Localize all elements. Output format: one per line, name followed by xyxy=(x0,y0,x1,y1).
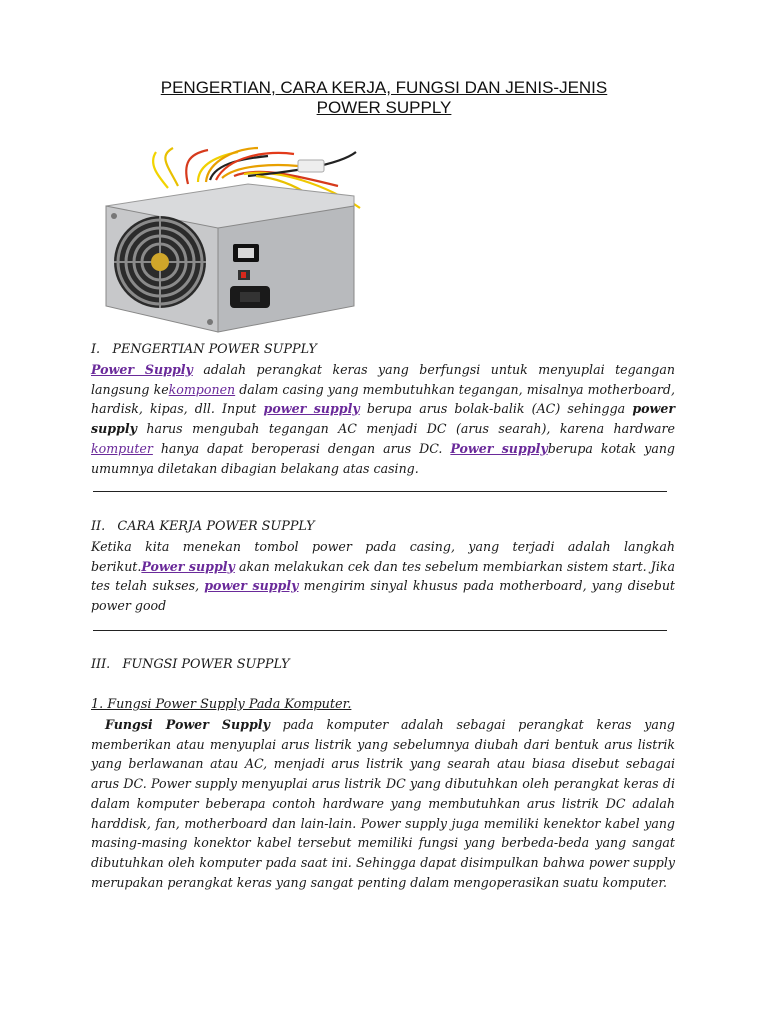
paragraph-cara-kerja xyxy=(91,537,675,616)
divider xyxy=(93,491,667,492)
text-run: dalam casing yang membutuhkan tegangan, misalnya motherboard, hardisk, kipas, dll. Input xyxy=(91,381,675,417)
link-komponen[interactable]: komponen xyxy=(168,381,236,397)
bold-power-supply: power supply xyxy=(91,401,676,437)
text-run: pada komputer adalah sebagai perangkat keras yang memberikan atau menyuplai arus listrik yang sebelumnya diubah dari bentuk arus listrik yang berlawanan atau AC, menjadi arus listrik yang searah atau biasa disebut sebagai arus DC. Power supply menyuplai arus listrik DC yang dibutuhkan oleh perangkat keras di dalam komputer beberapa contoh hardware yang membutuhkan arus listrik DC adalah harddisk, fan, motherboard dan lain-lain. Power supply juga memiliki kenektor kabel yang masing-masing konektor kabel tersebut memiliki fungsi yang berbeda-beda yang sangat dibutuhkan oleh komputer pada saat ini. Sehingga dapat disimpulkan bahwa power supply merupakan perangkat keras yang sangat penting dalam mengoperasikan suatu komputer. xyxy=(91,717,675,890)
section-heading-1 xyxy=(91,340,675,360)
link-power-supply[interactable]: Power Supply xyxy=(91,362,193,377)
bold-fungsi-power-supply: Fungsi Power Supply xyxy=(105,717,270,732)
section-heading-3 xyxy=(91,655,675,675)
section-fungsi xyxy=(91,655,675,892)
text-run: mengirim sinyal khusus pada motherboard, yang disebut power good xyxy=(91,578,675,614)
heading-text: FUNGSI POWER SUPPLY xyxy=(122,657,290,672)
text-run: berupa arus bolak-balik (AC) sehingga xyxy=(359,401,633,417)
text-run: hanya dapat beroperasi dengan arus DC. xyxy=(152,440,451,456)
heading-text: PENGERTIAN POWER SUPPLY xyxy=(112,342,317,357)
page-title xyxy=(90,78,678,118)
link-power-supply[interactable]: Power supply xyxy=(141,558,235,574)
heading-text: CARA KERJA POWER SUPPLY xyxy=(117,519,315,534)
paragraph-fungsi xyxy=(91,715,675,892)
section-cara-kerja xyxy=(91,517,675,616)
text-run: berupa kotak yang umumnya diletakan dibagian belakang atas casing. xyxy=(91,440,675,476)
divider xyxy=(93,630,667,631)
text-run: harus mengubah tegangan AC menjadi DC (arus searah), karena hardware xyxy=(136,421,675,437)
text-run: akan melakukan cek dan tes sebelum membiarkan sistem start. Jika tes telah sukses, xyxy=(91,558,675,594)
power-supply-photo xyxy=(98,146,370,336)
link-power-supply[interactable]: power supply xyxy=(204,578,299,594)
heading-number: II. xyxy=(91,519,106,534)
link-power-supply[interactable]: power supply xyxy=(263,401,360,417)
subheading-fungsi-komputer: 1. Fungsi Power Supply Pada Komputer. xyxy=(91,697,352,712)
heading-number: I. xyxy=(91,342,101,357)
section-heading-2 xyxy=(91,517,675,537)
title-line-2: POWER SUPPLY xyxy=(316,98,452,117)
title-line-1: PENGERTIAN, CARA KERJA, FUNGSI DAN JENIS-JENIS xyxy=(160,78,608,97)
text-run: adalah perangkat keras yang berfungsi untuk menyuplai tegangan langsung ke xyxy=(91,362,675,397)
link-komputer[interactable]: komputer xyxy=(91,440,153,456)
text-run: Ketika kita menekan tombol power pada casing, yang terjadi adalah langkah berikut. xyxy=(91,539,675,574)
section-pengertian xyxy=(91,340,675,478)
link-power-supply[interactable]: Power supply xyxy=(450,440,548,456)
heading-number: III. xyxy=(91,657,111,672)
paragraph-pengertian xyxy=(91,360,675,478)
